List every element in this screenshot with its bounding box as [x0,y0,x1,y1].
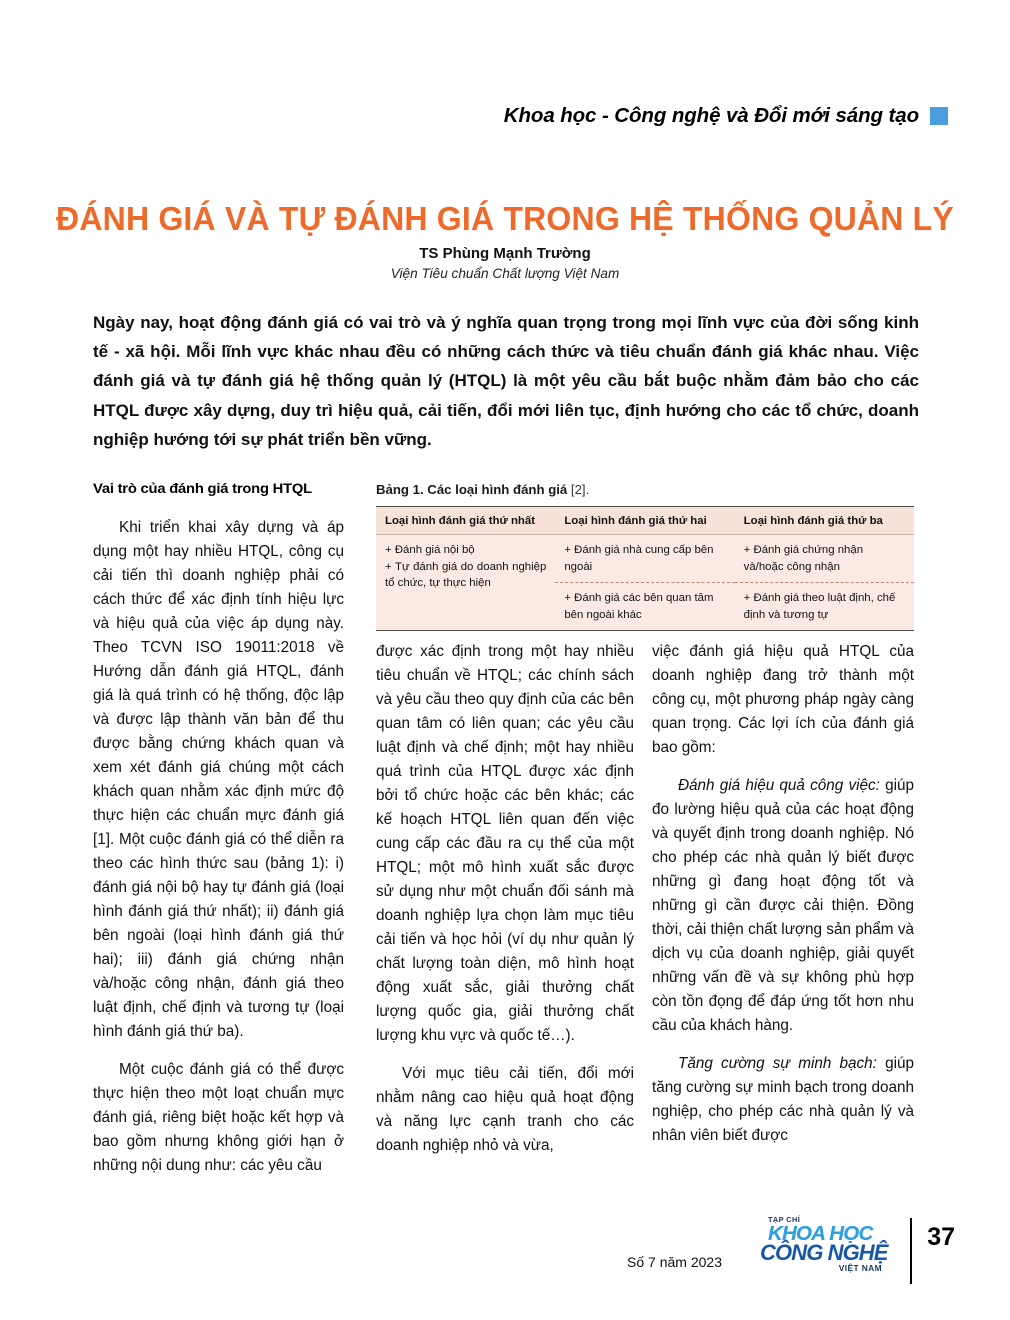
body-column-left [93,516,344,1178]
table-caption-strong: Bảng 1. Các loại hình đánh giá [376,482,568,497]
paragraph-lead-in: Đánh giá hiệu quả công việc: [678,777,880,795]
header-accent-square [930,107,948,125]
logo-line-congnghe: CÔNG NGHỆ [760,1239,888,1265]
body-column-middle [376,640,634,1158]
table-cell-col3-item-1: + Đánh giá chứng nhận và/hoặc công nhận [743,544,864,573]
table-header-row [376,507,914,535]
logo-line-tapchi: TẠP CHÍ [768,1215,801,1224]
author-name: TS Phùng Mạnh Trường [419,245,591,262]
table-header-cell-1: Loại hình đánh giá thứ nhất [376,507,555,535]
assessment-types-table [376,506,914,631]
table-cell-col3 [735,535,914,631]
paragraph [652,774,914,1038]
journal-logo [760,1216,890,1280]
table-cell-col3-item-2: + Đánh giá theo luật định, chế định và tương tự [743,592,896,621]
table-caption-reference: [2]. [567,482,590,497]
paragraph-lead-in: Tăng cường sự minh bạch: [678,1055,877,1073]
paragraph: việc đánh giá hiệu quả HTQL của doanh nghiệp đang trở thành một công cụ, một phương pháp ngày càng quan trọng. Các lợi ích của đánh giá bao gồm: [652,643,914,757]
paragraph: Một cuộc đánh giá có thể được thực hiện theo một loạt chuẩn mực đánh giá, riêng biệt hoặc kết hợp và bao gồm nhưng không giới hạn ở những nội dung như: các yêu cầu [93,1061,344,1175]
paragraph: Với mục tiêu cải tiến, đổi mới nhằm nâng cao hiệu quả hoạt động và năng lực cạnh tranh cho các doanh nghiệp nhỏ và vừa, [376,1065,634,1155]
table-row [376,535,914,631]
page-number: 37 [927,1223,955,1251]
table-cell-col2-item-1: + Đánh giá nhà cung cấp bên ngoài [564,544,714,573]
body-column-right [652,640,914,1148]
paragraph-text: giúp đo lường hiệu quả của các hoạt động và quyết định trong doanh nghiệp. Nó cho phép các nhà quản lý biết được những gì đang hoạt động tốt và những gì cần được cải thiện. Đồng thời, cải thiện chất lượng sản phẩm và dịch vụ của doanh nghiệp, giải quyết những vấn đề và sự không phù hợp còn tồn đọng để đáp ứng tốt hơn nhu cầu của khách hàng. [652,777,914,1035]
paragraph: Khi triển khai xây dựng và áp dụng một hay nhiều HTQL, công cụ cải tiến thì doanh nghiệp phải có cách thức để xác định tính hiệu lực và hiệu quả của việc áp dụng này. Theo TCVN ISO 19011:2018 về Hướng dẫn đánh giá HTQL, đánh giá là quá trình có hệ thống, độc lập và được lập thành văn bản để thu được bằng chứng khách quan và xem xét đánh giá chúng một cách khách quan nhằm xác định mức độ thực hiện các chuẩn mực đánh giá [1]. Một cuộc đánh giá có thể diễn ra theo các hình thức sau (bảng 1): i) đánh giá nội bộ hay tự đánh giá (loại hình đánh giá thứ nhất); ii) đánh giá bên ngoài (loại hình đánh giá thứ hai); iii) đánh giá chứng nhận và/hoặc công nhận, đánh giá theo luật định, chế định và tương tự (loại hình đánh giá thứ ba). [93,519,344,1041]
author-block [0,243,1010,284]
logo-line-vietnam: VIỆT NAM [838,1262,882,1273]
table-header-cell-3: Loại hình đánh giá thứ ba [735,507,914,535]
section-heading: Vai trò của đánh giá trong HTQL [93,481,313,497]
table-cell-col2 [555,535,734,631]
table-header-cell-2: Loại hình đánh giá thứ hai [555,507,734,535]
table-caption [376,482,914,497]
paragraph [652,1052,914,1148]
issue-label: Số 7 năm 2023 [627,1254,722,1270]
author-affiliation: Viện Tiêu chuẩn Chất lượng Việt Nam [390,266,620,282]
page-title: ĐÁNH GIÁ VÀ TỰ ĐÁNH GIÁ TRONG HỆ THỐNG QUẢN LÝ [56,200,954,238]
table-block [376,482,914,631]
running-header-title: Khoa học - Công nghệ và Đổi mới sáng tạo [503,104,919,127]
footer-divider [910,1218,912,1284]
table-cell-col1 [376,535,555,631]
table-cell-col1-item-1: + Đánh giá nội bộ [385,544,475,556]
article-abstract: Ngày nay, hoạt động đánh giá có vai trò và ý nghĩa quan trọng trong mọi lĩnh vực của đời sống kinh tế - xã hội. Mỗi lĩnh vực khác nhau đều có những cách thức và tiêu chuẩn đánh giá khác nhau. Việc đánh giá và tự đánh giá hệ thống quản lý (HTQL) là một yêu cầu bắt buộc nhằm đảm bảo cho các HTQL được xây dựng, duy trì hiệu quả, cải tiến, đổi mới liên tục, định hướng cho các tổ chức, doanh nghiệp hướng tới sự phát triển bền vững. [93,313,919,449]
page-footer [0,1216,1010,1292]
running-header [0,104,948,128]
table-cell-col1-item-2: + Tự đánh giá do doanh nghiệp tổ chức, tự thực hiện [385,560,547,590]
paragraph: được xác định trong một hay nhiều tiêu chuẩn về HTQL; các chính sách và yêu cầu theo quy định của các bên quan tâm có liên quan; các yêu cầu luật định và chế định; một hay nhiều quá trình của HTQL được xác định bởi tổ chức hoặc các bên khác; các kế hoạch HTQL liên quan đến việc cung cấp các đầu ra cụ thể của một HTQL; một mô hình xuất sắc được sử dụng như một chuẩn đối sánh mà doanh nghiệp lựa chọn làm mục tiêu cải tiến và học hỏi (ví dụ như quản lý chất lượng toàn diện, mô hình hoạt động xuất sắc, giải thưởng chất lượng quốc gia, giải thưởng chất lượng khu vực và quốc tế…). [376,643,634,1045]
table-cell-col2-item-2: + Đánh giá các bên quan tâm bên ngoài khác [564,592,714,621]
logo-line-khoahoc: KHOA HỌC [768,1222,873,1246]
paragraph-text: giúp tăng cường sự minh bạch trong doanh nghiệp, cho phép các nhà quản lý và nhân viên biết được [652,1055,914,1145]
